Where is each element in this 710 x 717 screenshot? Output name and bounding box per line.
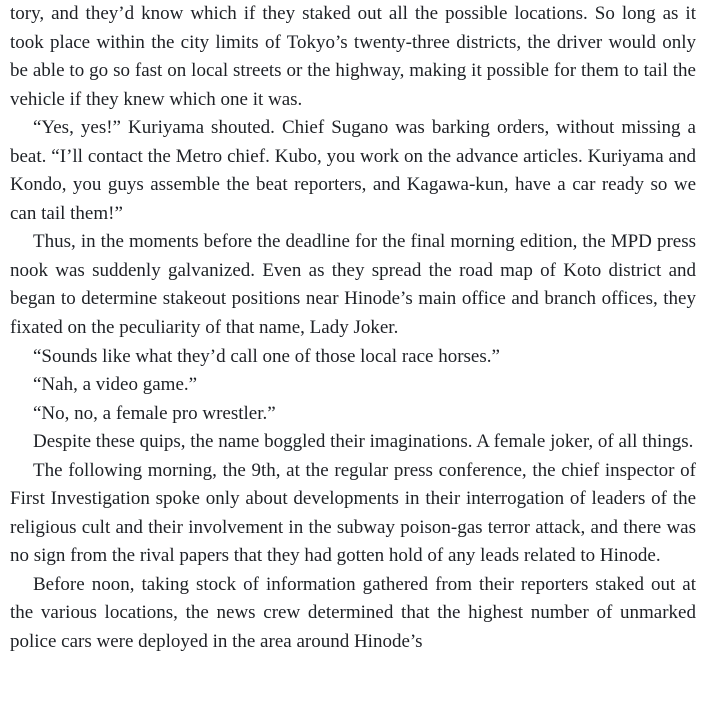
paragraph: “Nah, a video game.”	[33, 374, 198, 396]
paragraph: “Sounds like what they’d call one of those local race horses.”	[33, 345, 500, 367]
paragraph: Before noon, taking stock of information gathered from their reporters staked out at the various locations, the news crew determined that the highest number of unmarked police cars were deployed in the area around Hinode’s	[10, 573, 696, 653]
paragraph: tory, and they’d know which if they staked out all the possible locations. So long as it took place within the city limits of Tokyo’s twenty-three districts, the driver would only be able to go so fast on local streets or the highway, making it possible for them to tail the vehicle if they knew which one it was.	[10, 3, 696, 110]
paragraph: Despite these quips, the name boggled their imaginations. A female joker, of all things.	[33, 431, 694, 453]
paragraph: “Yes, yes!” Kuriyama shouted. Chief Sugano was barking orders, without missing a beat. “I’ll contact the Metro chief. Kubo, you work on the advance articles. Kuriyama and Kondo, you guys assemble the beat reporters, and Kagawa-kun, have a car ready so we can tail them!”	[10, 117, 696, 224]
paragraph: “No, no, a female pro wrestler.”	[33, 402, 276, 424]
paragraph: Thus, in the moments before the deadline for the final morning edition, the MPD press nook was suddenly galvanized. Even as they spread the road map of Koto district and began to determine stakeout positions near Hinode’s main office and branch offices, they fixated on the peculiarity of that name, Lady Joker.	[10, 231, 696, 339]
paragraph: The following morning, the 9th, at the regular press conference, the chief inspector of First Investigation spoke only about developments in their interrogation of leaders of the religious cult and their involvement in the subway poison-gas terror attack, and there was no sign from the rival papers that they had gotten hold of any leads related to Hinode.	[10, 459, 696, 567]
text-column	[10, 0, 696, 657]
